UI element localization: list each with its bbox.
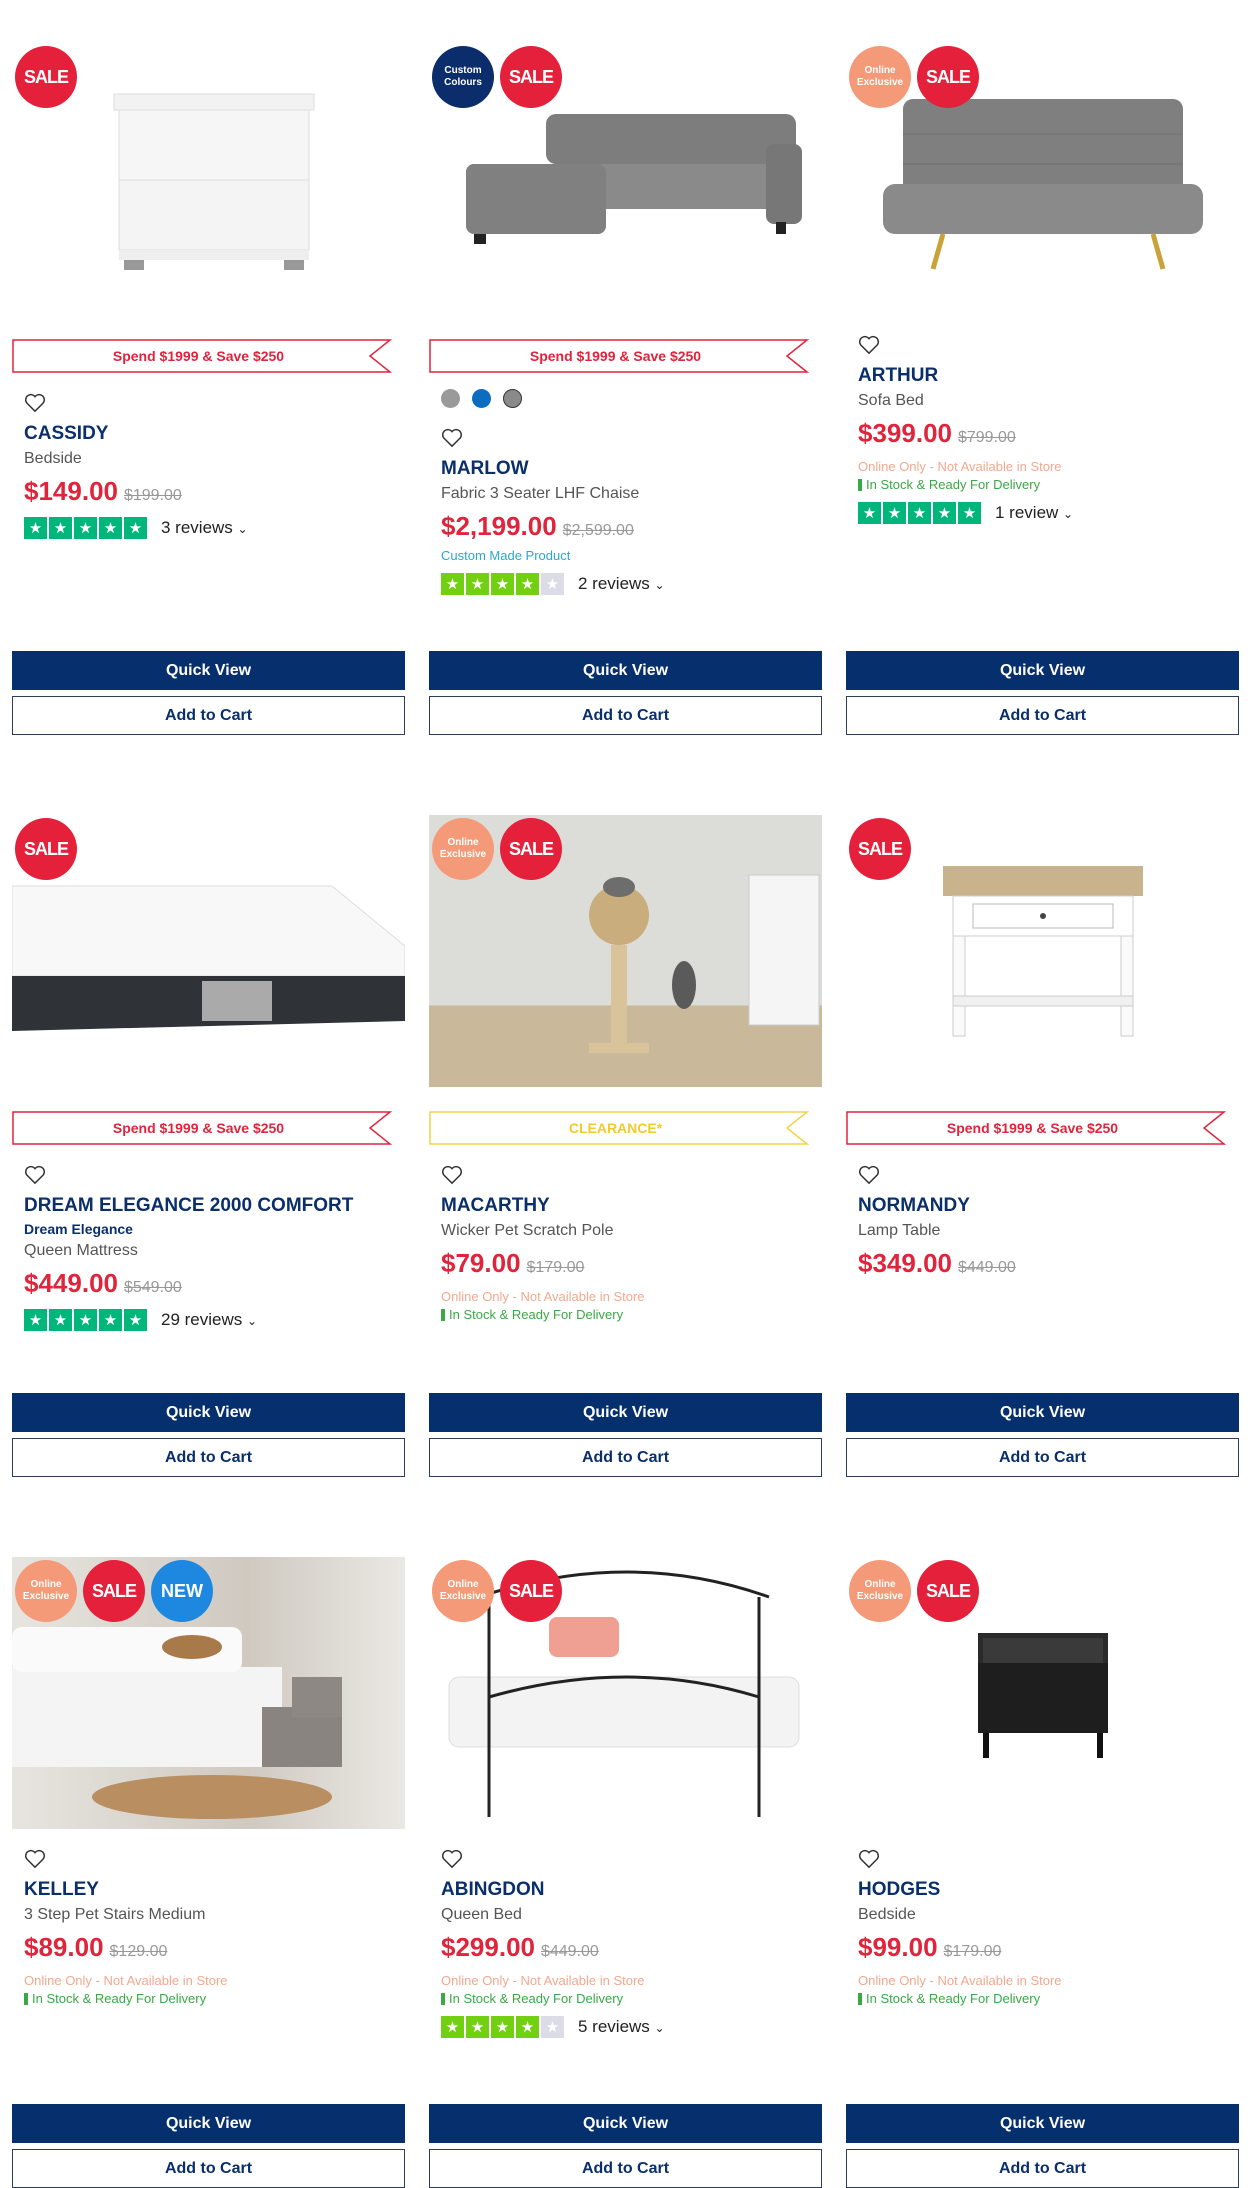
original-price: $129.00 — [109, 1943, 168, 1960]
sale-badge: SALE — [500, 46, 562, 108]
star-rating — [858, 502, 981, 524]
sale-badge: SALE — [849, 818, 911, 880]
quick-view-button[interactable]: Quick View — [12, 651, 405, 690]
online-only-note: Online Only - Not Available in Store — [441, 1289, 645, 1304]
original-price: $179.00 — [526, 1259, 585, 1276]
product-image-pet-stairs[interactable] — [12, 1557, 405, 1829]
stock-text: In Stock & Ready For Delivery — [866, 477, 1041, 492]
sale-badge: SALE — [15, 46, 77, 108]
rating[interactable] — [441, 2016, 822, 2038]
product-image-metal-bed[interactable] — [429, 1557, 822, 1829]
original-price: $549.00 — [123, 1279, 182, 1296]
rating[interactable] — [24, 517, 405, 539]
product-brand: Dream Elegance — [24, 1221, 133, 1237]
reviews-label: 5 reviews — [578, 2017, 650, 2036]
reviews-label: 1 review — [995, 503, 1059, 522]
badge-group — [15, 818, 77, 880]
product-subtitle: Fabric 3 Seater LHF Chaise — [441, 485, 640, 502]
online-only-note: Online Only - Not Available in Store — [858, 1973, 1062, 1988]
product-subtitle: Bedside — [858, 1906, 916, 1923]
product-subtitle: Bedside — [24, 450, 82, 467]
product-subtitle: Wicker Pet Scratch Pole — [441, 1222, 614, 1239]
star-icon: ★ — [883, 502, 906, 524]
add-to-cart-button[interactable]: Add to Cart — [429, 696, 822, 735]
add-to-cart-button[interactable]: Add to Cart — [846, 2149, 1239, 2188]
online-badge: Online Exclusive — [849, 46, 911, 108]
star-icon: ★ — [124, 517, 147, 539]
sale-badge: SALE — [500, 1560, 562, 1622]
promo-text: Spend $1999 & Save $250 — [112, 1120, 285, 1136]
stock-status — [24, 1991, 405, 2006]
add-to-cart-button[interactable]: Add to Cart — [846, 696, 1239, 735]
promo-banner — [12, 1111, 405, 1145]
wishlist-heart-icon[interactable] — [858, 1165, 880, 1185]
sale-badge: SALE — [500, 818, 562, 880]
add-to-cart-button[interactable]: Add to Cart — [846, 1438, 1239, 1477]
product-image-bedside-white[interactable] — [12, 43, 405, 315]
star-icon: ★ — [24, 517, 47, 539]
star-icon: ★ — [541, 2016, 564, 2038]
badge-group — [849, 46, 979, 108]
product-card — [846, 0, 1239, 772]
badge-group — [15, 1560, 213, 1622]
promo-text: Spend $1999 & Save $250 — [112, 348, 285, 364]
star-rating — [24, 517, 147, 539]
quick-view-button[interactable]: Quick View — [846, 2104, 1239, 2143]
product-image-scratch-pole[interactable] — [429, 815, 822, 1087]
product-card — [12, 0, 405, 772]
product-image-bedside-black[interactable] — [846, 1557, 1239, 1829]
product-subtitle: 3 Step Pet Stairs Medium — [24, 1906, 206, 1923]
promo-banner — [12, 339, 405, 373]
stock-indicator-icon — [24, 1993, 28, 2005]
quick-view-button[interactable]: Quick View — [12, 2104, 405, 2143]
sale-price: $449.00 — [24, 1268, 118, 1298]
add-to-cart-button[interactable]: Add to Cart — [429, 2149, 822, 2188]
product-name[interactable]: ABINGDON — [441, 1879, 545, 1900]
online-badge: Online Exclusive — [432, 1560, 494, 1622]
original-price: $449.00 — [540, 1943, 599, 1960]
product-card — [12, 1514, 405, 2188]
wishlist-heart-icon[interactable] — [441, 1849, 463, 1869]
stock-text: In Stock & Ready For Delivery — [449, 1991, 624, 2006]
add-to-cart-button[interactable]: Add to Cart — [12, 696, 405, 735]
star-rating — [24, 1309, 147, 1331]
wishlist-heart-icon[interactable] — [24, 393, 46, 413]
promo-text: Spend $1999 & Save $250 — [529, 348, 702, 364]
online-only-note: Online Only - Not Available in Store — [858, 459, 1062, 474]
online-badge: Online Exclusive — [849, 1560, 911, 1622]
promo-banner — [429, 1111, 822, 1145]
star-icon: ★ — [24, 1309, 47, 1331]
rating[interactable] — [441, 573, 822, 595]
original-price: $2,599.00 — [562, 522, 634, 539]
stock-status — [858, 1991, 1239, 2006]
star-icon: ★ — [99, 517, 122, 539]
sale-badge: SALE — [15, 818, 77, 880]
product-name[interactable]: CASSIDY — [24, 423, 109, 444]
product-card — [429, 772, 822, 1514]
badge-group — [432, 818, 562, 880]
product-row — [0, 0, 1250, 772]
star-icon: ★ — [74, 517, 97, 539]
wishlist-heart-icon[interactable] — [24, 1165, 46, 1185]
chevron-down-icon: ⌄ — [654, 578, 665, 592]
rating[interactable] — [24, 1309, 405, 1331]
chevron-down-icon: ⌄ — [1063, 507, 1074, 521]
product-card — [846, 1514, 1239, 2188]
rating[interactable] — [858, 502, 1239, 524]
sale-price: $399.00 — [858, 418, 952, 448]
sale-badge: SALE — [83, 1560, 145, 1622]
promo-banner — [846, 1111, 1239, 1145]
badge-group — [15, 46, 77, 108]
add-to-cart-button[interactable]: Add to Cart — [429, 1438, 822, 1477]
quick-view-button[interactable]: Quick View — [429, 2104, 822, 2143]
quick-view-button[interactable]: Quick View — [846, 1393, 1239, 1432]
star-icon: ★ — [516, 2016, 539, 2038]
star-icon: ★ — [858, 502, 881, 524]
product-subtitle: Sofa Bed — [858, 392, 924, 409]
stock-indicator-icon — [858, 1993, 862, 2005]
star-icon: ★ — [99, 1309, 122, 1331]
sale-price: $79.00 — [441, 1248, 521, 1278]
stock-indicator-icon — [858, 479, 862, 491]
star-icon: ★ — [49, 517, 72, 539]
wishlist-heart-icon[interactable] — [441, 428, 463, 448]
quick-view-button[interactable]: Quick View — [12, 1393, 405, 1432]
colour-swatch[interactable] — [472, 389, 491, 408]
reviews-count[interactable] — [578, 2017, 665, 2037]
sale-price: $349.00 — [858, 1248, 952, 1278]
badge-group — [432, 1560, 562, 1622]
product-name[interactable]: MACARTHY — [441, 1195, 550, 1216]
stock-status — [441, 1307, 822, 1322]
sale-price: $149.00 — [24, 476, 118, 506]
online-only-note: Online Only - Not Available in Store — [441, 1973, 645, 1988]
quick-view-button[interactable]: Quick View — [429, 651, 822, 690]
product-card — [429, 0, 822, 772]
product-row — [0, 772, 1250, 1514]
add-to-cart-button[interactable]: Add to Cart — [12, 2149, 405, 2188]
online-badge: Online Exclusive — [15, 1560, 77, 1622]
star-icon: ★ — [49, 1309, 72, 1331]
star-icon: ★ — [908, 502, 931, 524]
product-name[interactable]: MARLOW — [441, 458, 529, 479]
product-name[interactable]: KELLEY — [24, 1879, 99, 1900]
original-price: $449.00 — [957, 1259, 1016, 1276]
stock-indicator-icon — [441, 1993, 445, 2005]
star-icon: ★ — [933, 502, 956, 524]
new-badge: NEW — [151, 1560, 213, 1622]
sale-price: $299.00 — [441, 1932, 535, 1962]
star-icon: ★ — [124, 1309, 147, 1331]
chevron-down-icon: ⌄ — [654, 2021, 665, 2035]
add-to-cart-button[interactable]: Add to Cart — [12, 1438, 405, 1477]
colour-swatches — [441, 389, 822, 408]
reviews-label: 3 reviews — [161, 518, 233, 537]
product-image-sofa-bed[interactable] — [846, 43, 1239, 315]
original-price: $799.00 — [957, 429, 1016, 446]
sale-badge: SALE — [917, 1560, 979, 1622]
badge-group — [849, 1560, 979, 1622]
star-rating — [441, 2016, 564, 2038]
star-icon: ★ — [441, 573, 464, 595]
stock-status — [858, 477, 1239, 492]
star-icon: ★ — [958, 502, 981, 524]
product-name[interactable]: ARTHUR — [858, 365, 939, 386]
custom-made-note: Custom Made Product — [441, 548, 571, 563]
product-card — [429, 1514, 822, 2188]
reviews-label: 2 reviews — [578, 574, 650, 593]
stock-text: In Stock & Ready For Delivery — [866, 1991, 1041, 2006]
star-icon: ★ — [491, 573, 514, 595]
stock-indicator-icon — [441, 1309, 445, 1321]
wishlist-heart-icon[interactable] — [441, 1165, 463, 1185]
stock-text: In Stock & Ready For Delivery — [449, 1307, 624, 1322]
sale-price: $89.00 — [24, 1932, 104, 1962]
promo-banner — [429, 339, 822, 373]
wishlist-heart-icon[interactable] — [24, 1849, 46, 1869]
sale-price: $2,199.00 — [441, 511, 557, 541]
original-price: $199.00 — [123, 487, 182, 504]
star-icon: ★ — [466, 573, 489, 595]
product-subtitle: Queen Mattress — [24, 1242, 138, 1259]
original-price: $179.00 — [943, 1943, 1002, 1960]
wishlist-heart-icon[interactable] — [858, 335, 880, 355]
reviews-count[interactable] — [161, 518, 248, 538]
chevron-down-icon: ⌄ — [247, 1314, 258, 1328]
product-name[interactable]: HODGES — [858, 1879, 941, 1900]
product-image-chaise-sofa[interactable] — [429, 43, 822, 315]
online-only-note: Online Only - Not Available in Store — [24, 1973, 228, 1988]
star-icon: ★ — [541, 573, 564, 595]
reviews-count[interactable] — [995, 503, 1073, 523]
colour-swatch[interactable] — [441, 389, 460, 408]
product-card — [12, 772, 405, 1514]
promo-text: Spend $1999 & Save $250 — [946, 1120, 1119, 1136]
stock-text: In Stock & Ready For Delivery — [32, 1991, 207, 2006]
star-icon: ★ — [466, 2016, 489, 2038]
product-row — [0, 1514, 1250, 2188]
product-name[interactable]: NORMANDY — [858, 1195, 970, 1216]
reviews-count[interactable] — [578, 574, 665, 594]
product-subtitle: Queen Bed — [441, 1906, 522, 1923]
badge-group — [432, 46, 562, 108]
star-icon: ★ — [516, 573, 539, 595]
badge-group — [849, 818, 911, 880]
product-image-mattress[interactable] — [12, 815, 405, 1087]
custom-badge: Custom Colours — [432, 46, 494, 108]
star-icon: ★ — [441, 2016, 464, 2038]
chevron-down-icon: ⌄ — [237, 522, 248, 536]
product-card — [846, 772, 1239, 1514]
quick-view-button[interactable]: Quick View — [846, 651, 1239, 690]
online-badge: Online Exclusive — [432, 818, 494, 880]
stock-status — [441, 1991, 822, 2006]
sale-price: $99.00 — [858, 1932, 938, 1962]
promo-text: CLEARANCE* — [568, 1120, 663, 1136]
reviews-label: 29 reviews — [161, 1310, 243, 1329]
product-name[interactable]: DREAM ELEGANCE 2000 COMFORT — [24, 1195, 354, 1216]
star-icon: ★ — [74, 1309, 97, 1331]
product-subtitle: Lamp Table — [858, 1222, 941, 1239]
sale-badge: SALE — [917, 46, 979, 108]
star-rating — [441, 573, 564, 595]
wishlist-heart-icon[interactable] — [858, 1849, 880, 1869]
product-image-lamp-table[interactable] — [846, 815, 1239, 1087]
star-icon: ★ — [491, 2016, 514, 2038]
colour-swatch[interactable] — [503, 389, 522, 408]
quick-view-button[interactable]: Quick View — [429, 1393, 822, 1432]
reviews-count[interactable] — [161, 1310, 257, 1330]
